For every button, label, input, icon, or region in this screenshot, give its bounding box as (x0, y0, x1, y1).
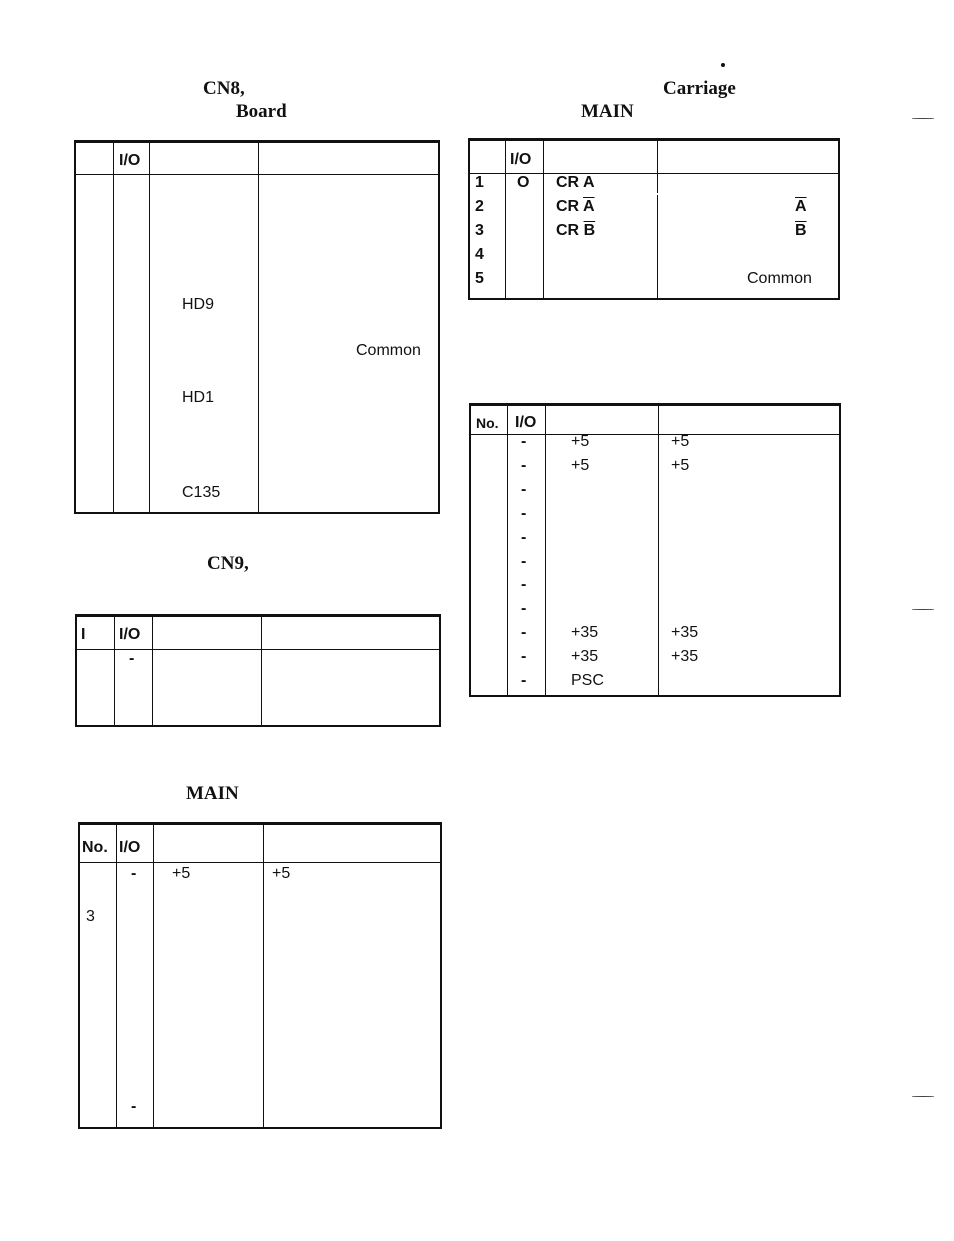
main-left-pin-3: 3 (86, 908, 95, 925)
main-right-row-signal: +5 (571, 456, 590, 474)
edge-mark (912, 118, 934, 119)
table-cn9 (75, 614, 441, 727)
main-left-io-1: - (131, 865, 137, 882)
main-right-row-io: - (521, 456, 527, 474)
cn8-signal-hd1: HD1 (182, 389, 215, 406)
carriage-row-desc: $\overline{B}$ (795, 222, 807, 239)
main-right-row-io: - (521, 528, 527, 546)
carriage-row-io: O (517, 174, 530, 191)
carriage-row-signal: CR $\overline{B}$ (556, 222, 596, 239)
bullet-dot (721, 63, 725, 67)
main-right-row-io: - (521, 576, 527, 594)
main-right-row-io: - (521, 552, 527, 570)
cn9-io-value: - (129, 650, 135, 667)
main-left-io-2: - (131, 1098, 137, 1115)
edge-mark (912, 1096, 934, 1097)
carriage-row-signal: CR A (556, 174, 595, 191)
cn8-header-io: I/O (119, 152, 141, 169)
main-left-signal: +5 (172, 865, 191, 882)
main-right-row-signal: PSC (571, 672, 604, 689)
main-right-header-no: No. (476, 415, 499, 431)
main-right-row-io: - (521, 433, 527, 450)
edge-mark (912, 609, 934, 610)
carriage-row-signal: CR $\overline{A}$ (556, 198, 595, 215)
main-right-row-signal: +35 (571, 648, 599, 666)
main-left-header-io: I/O (119, 839, 141, 856)
main-right-row-desc: +5 (671, 433, 690, 450)
cn8-signal-hd9: HD9 (182, 296, 215, 313)
table-cn8 (74, 140, 440, 514)
main-right-row-io: - (521, 648, 527, 666)
cn9-header-no: I (81, 626, 86, 643)
main-left-header-no: No. (82, 839, 108, 856)
main-right-row-io: - (521, 480, 527, 498)
heading-carriage: Carriage (663, 78, 736, 99)
carriage-row-no: 4 (475, 246, 484, 263)
main-right-row-io: - (521, 672, 527, 689)
carriage-row-desc: $\overline{A}$ (795, 198, 807, 215)
cn8-desc-common: Common (356, 342, 421, 359)
main-right-row-desc: +35 (671, 624, 699, 642)
carriage-header-io: I/O (510, 151, 532, 168)
cn9-header-io: I/O (119, 626, 141, 643)
heading-board: Board (236, 101, 287, 122)
main-right-row-io: - (521, 600, 527, 618)
main-right-row-io: - (521, 624, 527, 642)
main-right-row-signal: +5 (571, 433, 590, 450)
heading-main-right: MAIN (581, 101, 634, 122)
main-right-header-io: I/O (515, 414, 537, 431)
cn8-signal-c135: C135 (182, 484, 221, 501)
carriage-row-no: 3 (475, 222, 484, 239)
heading-main-left: MAIN (186, 783, 239, 804)
carriage-row-no: 5 (475, 270, 484, 287)
carriage-row-no: 1 (475, 174, 484, 191)
carriage-row-desc: Common (747, 270, 812, 287)
main-right-row-desc: +5 (671, 456, 690, 474)
main-right-row-io: - (521, 504, 527, 522)
main-left-desc: +5 (272, 865, 291, 882)
main-right-row-signal: +35 (571, 624, 599, 642)
table-main-left (78, 822, 442, 1129)
heading-cn9: CN9, (207, 553, 249, 574)
heading-cn8: CN8, (203, 78, 245, 99)
main-right-row-desc: +35 (671, 648, 699, 666)
carriage-row-no: 2 (475, 198, 484, 215)
